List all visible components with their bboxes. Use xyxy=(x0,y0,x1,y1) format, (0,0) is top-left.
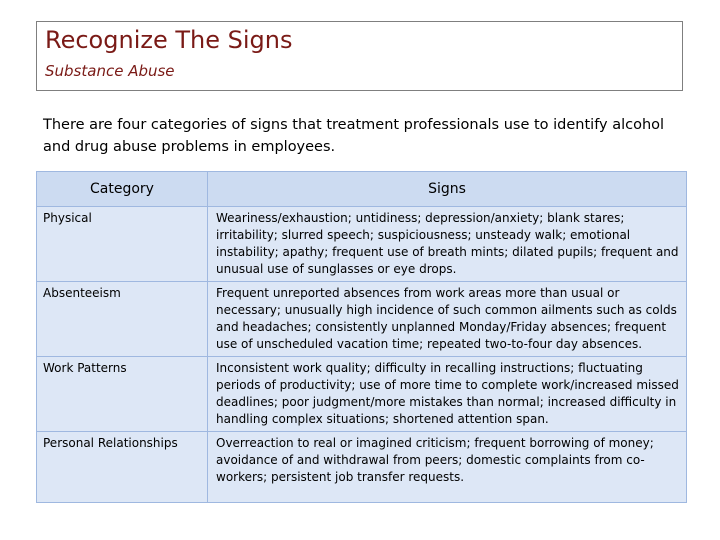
signs-cell: Inconsistent work quality; difficulty in recalling instructions; fluctuating periods of productivity; use of more time to complete work/increased missed deadlines; poor judgment/more mistakes than normal; increased difficulty in handling complex situations; shortened attention span. xyxy=(208,357,687,432)
column-header-category: Category xyxy=(37,172,208,207)
signs-cell: Weariness/exhaustion; untidiness; depression/anxiety; blank stares; irritability; slurred speech; suspiciousness; unsteady walk; emotional instability; apathy; frequent use of breath mints; dilated pupils; frequent and unusual use of sunglasses or eye drops. xyxy=(208,207,687,282)
table-header-row xyxy=(37,172,687,207)
category-cell: Absenteeism xyxy=(37,282,208,357)
table-row xyxy=(37,432,687,503)
category-cell: Physical xyxy=(37,207,208,282)
category-cell: Personal Relationships xyxy=(37,432,208,503)
title-box xyxy=(36,21,683,91)
page-title: Recognize The Signs xyxy=(45,26,293,54)
signs-table xyxy=(36,171,687,503)
table-row xyxy=(37,207,687,282)
signs-cell: Frequent unreported absences from work areas more than usual or necessary; unusually high incidence of such common ailments such as colds and headaches; consistently unplanned Monday/Friday absences; frequent use of unscheduled vacation time; repeated two-to-four day absences. xyxy=(208,282,687,357)
category-cell: Work Patterns xyxy=(37,357,208,432)
column-header-signs: Signs xyxy=(208,172,687,207)
signs-cell: Overreaction to real or imagined criticism; frequent borrowing of money; avoidance of and withdrawal from peers; domestic complaints from co-workers; persistent job transfer requests. xyxy=(208,432,687,503)
intro-paragraph: There are four categories of signs that treatment professionals use to identify alcohol and drug abuse problems in employees. xyxy=(43,117,665,155)
table-row xyxy=(37,282,687,357)
table-row xyxy=(37,357,687,432)
page-subtitle: Substance Abuse xyxy=(45,62,175,80)
